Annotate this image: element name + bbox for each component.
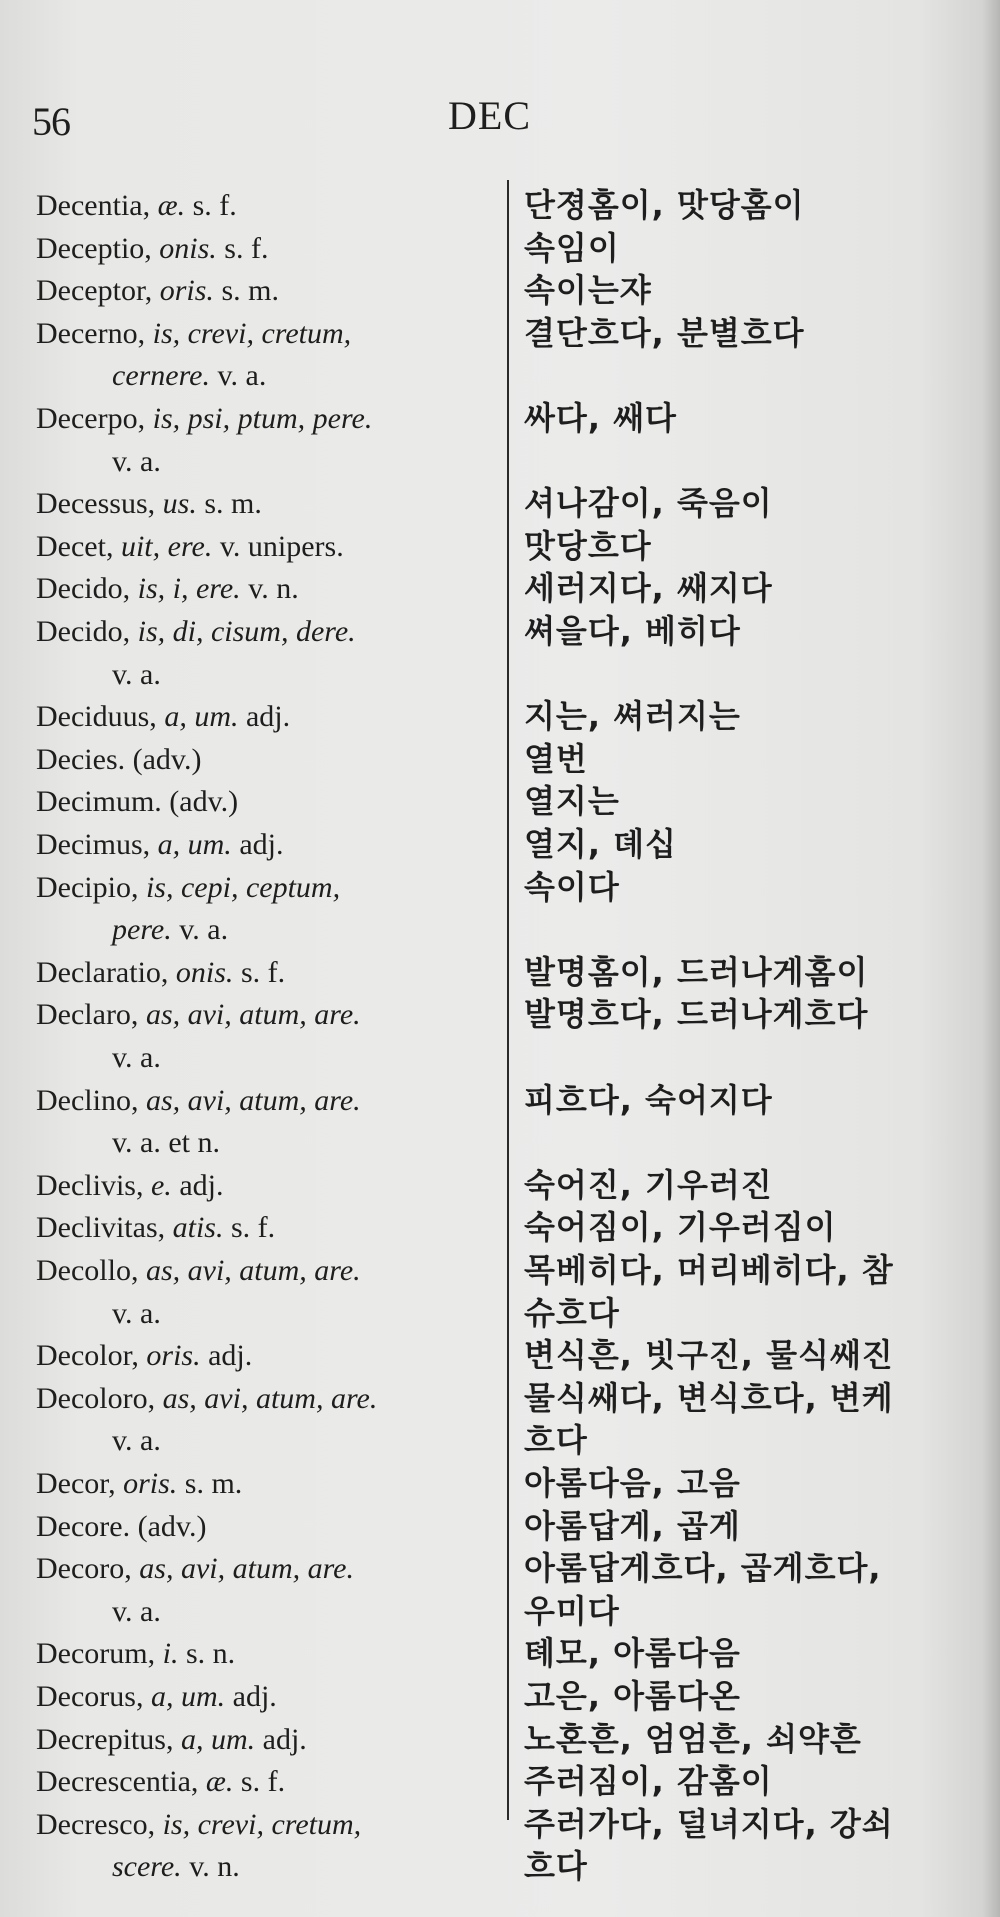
korean-definition: 주러짐이, 감홈이 (524, 1762, 773, 1801)
latin-continuation: scere. v. n. (112, 1850, 240, 1884)
latin-headword: Decrepitus, a, um. adj. (36, 1722, 307, 1756)
latin-continuation: v. a. (112, 1296, 161, 1330)
latin-headword: Decessus, us. s. m. (36, 487, 262, 521)
latin-headword: Decorum, i. s. n. (36, 1637, 236, 1671)
korean-definition: 발명흐다, 드러나게흐다 (524, 995, 869, 1034)
korean-definition: 주러가다, 덜녀지다, 강쇠 (524, 1804, 894, 1843)
latin-headword: Deciduus, a, um. adj. (36, 700, 291, 734)
korean-definition: 속임이 (524, 228, 620, 267)
korean-definition: 노혼흔, 엄엄흔, 쇠약흔 (524, 1719, 862, 1758)
korean-definition: 열지는 (524, 782, 620, 821)
latin-headword: Declino, as, avi, atum, are. (36, 1083, 361, 1117)
latin-headword: Decolor, oris. adj. (36, 1339, 253, 1373)
latin-headword: Decies. (adv.) (36, 742, 202, 776)
latin-headword: Decollo, as, avi, atum, are. (36, 1254, 361, 1287)
latin-headword: Declaro, as, avi, atum, are. (36, 998, 361, 1032)
latin-headword: Deceptio, onis. s. f. (36, 231, 269, 265)
korean-definition: 속이다 (524, 867, 620, 906)
korean-definition: 변식흔, 빗구진, 물식쌔진 (524, 1336, 894, 1375)
latin-headword: Decido, is, i, ere. v. n. (36, 572, 299, 606)
korean-definition: 지는, 쎠러지는 (524, 697, 741, 736)
korean-definition: 단졍홈이, 맛당홈이 (524, 186, 805, 224)
korean-definition: 흐다 (524, 1421, 588, 1460)
korean-definition: 셔나감이, 죽음이 (524, 484, 773, 523)
korean-definition: 결단흐다, 분별흐다 (524, 313, 805, 352)
latin-headword: Decido, is, di, cisum, dere. (36, 615, 356, 648)
latin-headword: Decorus, a, um. adj. (36, 1680, 277, 1713)
korean-definition: 숙어짐이, 기우러짐이 (524, 1208, 837, 1247)
latin-headword: Decentia, æ. s. f. (36, 189, 237, 222)
korean-definition: 쎠을다, 베히다 (524, 612, 741, 650)
korean-definition: 속이는쟈 (524, 271, 652, 310)
korean-definition: 아롬답게, 곱게 (524, 1506, 741, 1545)
korean-definition: 목베히다, 머리베히다, 참 (524, 1251, 894, 1289)
latin-continuation: v. a. (112, 657, 161, 691)
latin-headword: Decimum. (adv.) (36, 785, 239, 819)
korean-definition: 물식쌔다, 변식흐다, 변케 (524, 1378, 894, 1417)
korean-definition: 맛당흐다 (524, 526, 652, 565)
latin-headword: Deceptor, oris. s. m. (36, 274, 279, 308)
latin-headword: Decor, oris. s. m. (36, 1467, 243, 1500)
latin-continuation: v. a. et n. (112, 1126, 221, 1160)
korean-definition: 슈흐다 (524, 1293, 620, 1332)
latin-continuation: v. a. (112, 1424, 161, 1458)
latin-continuation: v. a. (112, 1594, 161, 1628)
latin-continuation: pere. v. a. (112, 913, 229, 947)
page-number: 56 (32, 99, 70, 144)
latin-headword: Decresco, is, crevi, cretum, (36, 1807, 362, 1841)
korean-definition: 흐다 (524, 1847, 588, 1886)
latin-headword: Decipio, is, cepi, ceptum, (36, 870, 341, 904)
korean-definition: 아롬다음, 고음 (524, 1464, 741, 1502)
korean-definition: 톄모, 아롬다음 (524, 1634, 741, 1673)
latin-continuation: cernere. v. a. (112, 359, 267, 393)
latin-headword: Decerpo, is, psi, ptum, pere. (36, 402, 373, 435)
latin-headword: Declivitas, atis. s. f. (36, 1211, 276, 1245)
latin-continuation: v. a. (112, 444, 161, 478)
latin-headword: Decet, uit, ere. v. unipers. (36, 529, 344, 563)
korean-definition: 우미다 (524, 1591, 620, 1630)
korean-definition: 세러지다, 쌔지다 (524, 569, 773, 608)
latin-headword: Decore. (adv.) (36, 1509, 207, 1543)
korean-definition: 피흐다, 숙어지다 (524, 1080, 773, 1119)
latin-headword: Declivis, e. adj. (36, 1168, 224, 1202)
latin-continuation: v. a. (112, 1041, 161, 1074)
korean-definition: 열번 (524, 739, 588, 778)
latin-headword: Decrescentia, æ. s. f. (36, 1765, 286, 1799)
korean-definition: 고은, 아롬다온 (524, 1677, 741, 1715)
latin-headword: Declaratio, onis. s. f. (36, 955, 286, 989)
latin-headword: Decoloro, as, avi, atum, are. (36, 1381, 378, 1415)
running-head: DEC (448, 93, 531, 138)
korean-definition: 발명홈이, 드러나게홈이 (524, 952, 869, 991)
korean-definition: 싸다, 쌔다 (524, 399, 677, 437)
korean-definition: 숙어진, 기우러진 (524, 1165, 773, 1204)
latin-headword: Decerno, is, crevi, cretum, (36, 316, 352, 350)
latin-headword: Decimus, a, um. adj. (36, 828, 284, 861)
korean-definition: 아롬답게흐다, 곱게흐다, (524, 1549, 882, 1588)
korean-definition: 열지, 뎨십 (524, 825, 677, 863)
latin-headword: Decoro, as, avi, atum, are. (36, 1552, 354, 1586)
